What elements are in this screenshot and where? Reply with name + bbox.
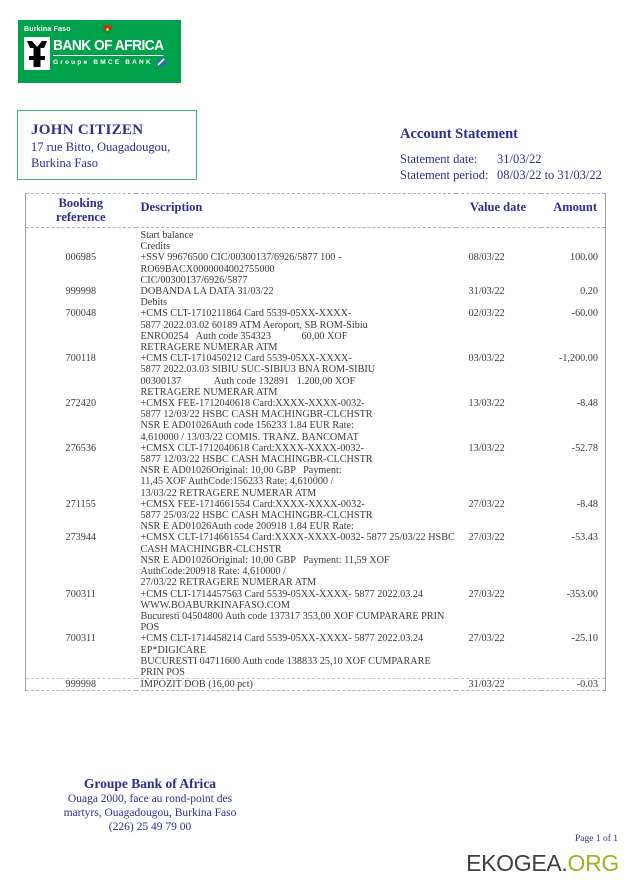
header-amount: Amount bbox=[541, 194, 606, 228]
transaction-row bbox=[26, 443, 606, 499]
transaction-row bbox=[26, 241, 606, 252]
description-cell: +CMSX CLT-1714661554 Card:XXXX-XXXX-0032- 5877 25/03/22 HSBC CASH MACHINGBR-CLCHSTR NSR E AD01026Original: 10,00 GBP Payment: 11,59 XOF AuthCode:200918 Rate: 4,610000 / 27/03/22 RETRAGERE NUMERAR ATM bbox=[140, 532, 455, 589]
country-label: Burkina Faso bbox=[24, 26, 71, 33]
description-cell: Start balance bbox=[140, 230, 194, 241]
value-date-cell: 31/03/22 bbox=[456, 679, 541, 691]
statement-period-row bbox=[400, 167, 615, 183]
value-date-cell: 31/03/22 bbox=[468, 286, 505, 298]
description-cell: +CMSX FEE-1714661554 Card:XXXX-XXXX-0032- 5877 25/03/22 HSBC CASH MACHINGBR-CLCHSTR NSR E AD01026Auth code 200918 1.84 EUR Rate: bbox=[140, 498, 373, 533]
transaction-row bbox=[26, 297, 606, 308]
description-cell: Credits bbox=[140, 241, 170, 253]
booking-reference-cell bbox=[26, 228, 136, 242]
bank-subtitle: Groupe BMCE BANK bbox=[53, 59, 153, 66]
value-date-cell bbox=[456, 297, 541, 308]
statement-date-row bbox=[400, 151, 615, 167]
footer-bank-name: Groupe Bank of Africa bbox=[83, 776, 217, 791]
description-cell: +CMSX FEE-1712040618 Card:XXXX-XXXX-0032- 5877 12/03/22 HSBC CASH MACHINGBR-CLCHSTR NSR E AD01026Auth code 156233 1.84 EUR Rate: 4,610000 / 13/03/22 COMIS. TRANZ. BANCOMAT bbox=[140, 398, 373, 443]
booking-reference-cell: 272420 bbox=[65, 398, 97, 410]
transaction-row bbox=[26, 252, 606, 286]
description-cell: Debits bbox=[140, 297, 168, 309]
transaction-row bbox=[26, 679, 606, 691]
header-description: Description bbox=[136, 194, 456, 228]
booking-reference-cell: 700311 bbox=[65, 588, 96, 600]
statement-date-value: 31/03/22 bbox=[497, 152, 542, 166]
booking-reference-cell: 273944 bbox=[65, 532, 97, 544]
footer-address-line2: martyrs, Ouagadougou, Burkina Faso bbox=[63, 807, 237, 819]
ekogea-wordmark-dark: EKOGEA. bbox=[466, 850, 568, 876]
description-cell: +SSV 99676500 CIC/00300137/6926/5877 100 - RO69BACX0000004002755000 CIC/00300137/6926/5877 bbox=[140, 252, 342, 286]
bank-logo bbox=[24, 37, 175, 70]
transaction-row bbox=[26, 499, 606, 533]
transaction-row bbox=[26, 308, 606, 353]
amount-cell: -60.00 bbox=[571, 308, 598, 320]
amount-cell: -25.10 bbox=[571, 633, 598, 645]
page-number: Page 1 of 1 bbox=[574, 834, 618, 844]
bank-brand-box bbox=[18, 20, 181, 83]
value-date-cell bbox=[456, 228, 541, 242]
value-date-cell: 27/03/22 bbox=[468, 633, 505, 645]
transaction-row bbox=[26, 532, 606, 588]
transaction-row bbox=[26, 286, 606, 297]
statement-date-label: Statement date: bbox=[400, 152, 478, 166]
transaction-row bbox=[26, 398, 606, 443]
statement-info bbox=[400, 126, 615, 183]
transactions-tbody bbox=[26, 228, 606, 691]
account-holder-box bbox=[17, 110, 197, 180]
bank-footer bbox=[35, 776, 265, 834]
statement-period-label: Statement period: bbox=[400, 168, 489, 182]
value-date-cell: 03/03/22 bbox=[468, 353, 505, 365]
description-cell: +CMS CLT-1710211864 Card 5539-05XX-XXXX- 5877 2022.03.02 60189 ATM Aeroport, SB ROM-Sibiu ENRO0254 Auth code 354323 60,00 XOF RETRAGERE NUMERAR ATM bbox=[140, 308, 368, 354]
booking-reference-cell: 700118 bbox=[65, 353, 96, 365]
booking-reference-cell: 700048 bbox=[65, 308, 97, 320]
amount-cell bbox=[541, 228, 606, 242]
booking-reference-cell: 700311 bbox=[65, 633, 96, 645]
amount-cell: -53.43 bbox=[571, 532, 598, 544]
value-date-cell: 08/03/22 bbox=[468, 252, 505, 264]
amount-cell: -8.48 bbox=[576, 498, 598, 510]
ekogea-wordmark-green: ORG bbox=[567, 850, 619, 876]
description-cell: +CMS CLT-1714457563 Card 5539-05XX-XXXX- 5877 2022.03.24 WWW.BOABURKINAFASO.COM Bucuresti 04504800 Auth code 137317 353,00 XOF CUMPARARE PRIN POS bbox=[140, 588, 445, 634]
booking-reference-cell: 999998 bbox=[65, 286, 97, 298]
value-date-cell: 27/03/22 bbox=[468, 532, 505, 544]
value-date-cell: 27/03/22 bbox=[468, 588, 505, 600]
booking-reference-cell: 006985 bbox=[65, 252, 97, 264]
value-date-cell: 27/03/22 bbox=[468, 498, 505, 510]
amount-cell: -8.48 bbox=[576, 398, 598, 410]
ekogea-wordmark bbox=[466, 850, 619, 877]
booking-reference-cell: 271155 bbox=[65, 498, 96, 510]
transaction-row bbox=[26, 353, 606, 398]
description-cell: IMPOZIT DOB (16,00 pct) bbox=[136, 679, 456, 691]
booking-reference-cell: 276536 bbox=[65, 442, 97, 454]
amount-cell: 100.00 bbox=[569, 252, 598, 264]
bank-logo-text bbox=[53, 37, 173, 70]
account-holder-address-line2: Burkina Faso bbox=[31, 156, 99, 170]
value-date-cell bbox=[456, 241, 541, 252]
table-header-row bbox=[26, 194, 606, 228]
country-row bbox=[24, 25, 175, 34]
booking-reference-cell bbox=[26, 241, 136, 252]
amount-cell: 0.20 bbox=[580, 286, 598, 298]
globe-icon bbox=[157, 58, 166, 67]
account-holder-name: JOHN CITIZEN bbox=[31, 122, 144, 138]
account-holder-address-line1: 17 rue Bitto, Ouagadougou, bbox=[31, 140, 171, 154]
description-cell: +CMS CLT-1714458214 Card 5539-05XX-XXXX- 5877 2022.03.24 EP*DIGICARE BUCURESTI 04711600 Auth code 138833 25,10 XOF CUMPARARE PRIN POS bbox=[140, 633, 431, 678]
booking-reference-cell: 999998 bbox=[26, 679, 136, 691]
value-date-cell: 13/03/22 bbox=[468, 398, 505, 410]
amount-cell bbox=[541, 297, 606, 308]
amount-cell: -1,200.00 bbox=[558, 353, 598, 365]
header-value-date: Value date bbox=[456, 194, 541, 228]
amount-cell: -353.00 bbox=[566, 588, 598, 600]
header-booking-reference: Booking reference bbox=[26, 194, 136, 228]
bank-name: BANK OF AFRICA bbox=[53, 37, 164, 54]
transactions-table bbox=[25, 193, 606, 691]
booking-reference-cell bbox=[26, 297, 136, 308]
amount-cell: -52.78 bbox=[571, 442, 598, 454]
amount-cell bbox=[541, 241, 606, 252]
description-cell: DOBANDA LA DATA 31/03/22 bbox=[140, 286, 274, 298]
value-date-cell: 13/03/22 bbox=[468, 442, 505, 454]
transaction-row bbox=[26, 228, 606, 242]
bank-of-africa-emblem-icon bbox=[24, 37, 50, 70]
burkina-faso-flag-icon bbox=[103, 25, 112, 34]
value-date-cell: 02/03/22 bbox=[468, 308, 505, 320]
amount-cell: -0.03 bbox=[541, 679, 606, 691]
transaction-row bbox=[26, 633, 606, 678]
description-cell: +CMS CLT-1710450212 Card 5539-05XX-XXXX- 5877 2022.03.03 SIBIU SUC-SIBIU3 BNA ROM-SIBIU 00300137 Auth code 132891 1.200,00 XOF RETRAGERE NUMERAR ATM bbox=[140, 353, 376, 398]
footer-address-line1: Ouaga 2000, face au rond-point des bbox=[67, 793, 233, 805]
description-cell: +CMSX CLT-1712040618 Card:XXXX-XXXX-0032- 5877 12/03/22 HSBC CASH MACHINGBR-CLCHSTR NSR E AD01026Original: 10,00 GBP Payment: 11,45 XOF AuthCode:156233 Rate: 4,610000 / 13/03/22 RETRAGERE NUMERAR ATM bbox=[140, 442, 373, 499]
statement-period-value: 08/03/22 to 31/03/22 bbox=[497, 168, 602, 182]
footer-phone: (226) 25 49 79 00 bbox=[108, 821, 192, 833]
transaction-row bbox=[26, 589, 606, 634]
statement-title: Account Statement bbox=[400, 126, 518, 142]
